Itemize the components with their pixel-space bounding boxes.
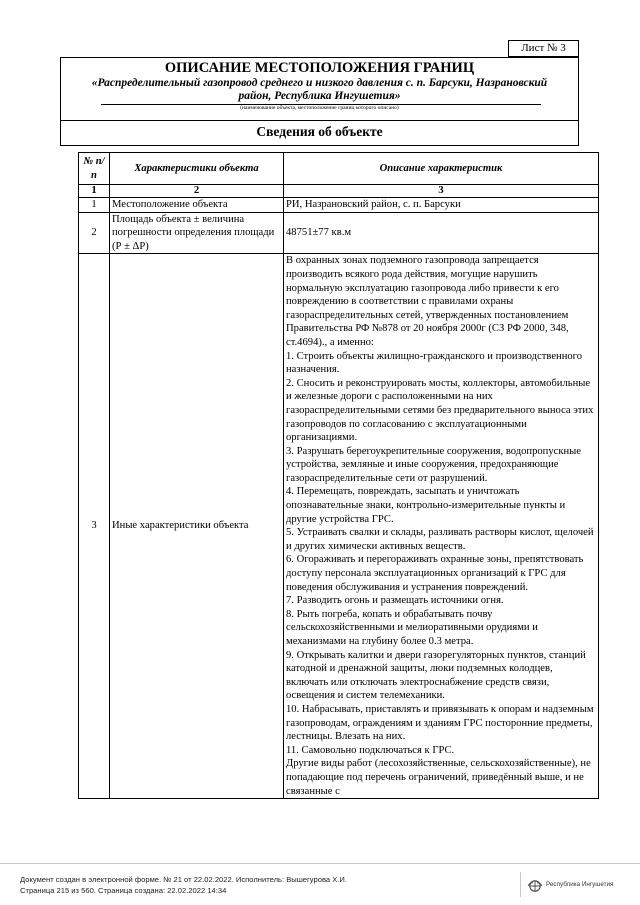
footer-document-line: Документ создан в электронной форме. № 21 от 22.02.2022. Исполнитель: Вышегурова Х.И. <box>20 875 347 884</box>
row-characteristic: Местоположение объекта <box>110 198 284 213</box>
restriction-item: 2. Сносить и реконструировать мосты, коллекторы, автомобильные и железные дороги с расположенными на них газораспределительными сетями без предварительного выноса этих газопроводов по согласованию с эксплуатационными организациями. <box>286 377 594 444</box>
table-row <box>79 254 599 799</box>
footer-page-line: Страница 215 из 560. Страница создана: 22.02.2022 14:34 <box>20 886 227 895</box>
row-number: 3 <box>79 254 110 799</box>
restriction-item: 5. Устраивать свалки и склады, разливать растворы кислот, щелочей и других химически активных веществ. <box>286 527 594 552</box>
column-index: 1 <box>79 185 110 198</box>
section-title: Сведения об объекте <box>256 124 383 139</box>
footer-separator <box>520 872 521 897</box>
column-index: 3 <box>284 185 599 198</box>
object-name-line-1: «Распределительный газопровод среднего и низкого давления с. п. Барсуки, Назрановский <box>91 77 548 89</box>
column-header-characteristic: Характеристики объекта <box>110 153 284 185</box>
row-description: 48751±77 кв.м <box>284 212 599 254</box>
footer-divider <box>0 863 640 864</box>
table-row <box>79 212 599 254</box>
restriction-item: 4. Перемещать, повреждать, засыпать и уничтожать опознавательные знаки, контрольно-измерительные пункты и другие устройства ГРС. <box>286 486 566 525</box>
document-header <box>60 57 579 146</box>
row-description-restrictions <box>284 254 599 799</box>
object-name <box>81 77 558 103</box>
restriction-item: 10. Набрасывать, приставлять и привязывать к опорам и надземным <box>286 703 594 715</box>
sheet-number: Лист № 3 <box>508 40 579 57</box>
column-index-row <box>79 185 599 198</box>
row-number: 1 <box>79 198 110 213</box>
object-name-caption: (наименование объекта, местоположение границ которого описано) <box>240 105 399 111</box>
footer-brand: Республика Ингушетия <box>546 881 614 888</box>
column-header-number: № п/п <box>79 153 110 185</box>
footer-info <box>20 874 347 896</box>
object-name-line-2: район, Республика Ингушетия» <box>238 90 401 102</box>
column-index: 2 <box>110 185 284 198</box>
document-title: ОПИСАНИЕ МЕСТОПОЛОЖЕНИЯ ГРАНИЦ <box>164 60 475 76</box>
column-header-description: Описание характеристик <box>284 153 599 185</box>
row-description: РИ, Назрановский район, с. п. Барсуки <box>284 198 599 213</box>
emblem-icon <box>527 879 543 893</box>
restriction-item: Другие виды работ (лесохозяйственные, сельскохозяйственные), не попадающие под перечень ограничений, приведённый выше, и не связанные с <box>286 758 591 797</box>
restriction-item: В охранных зонах подземного газопровода запрещается производить всякого рода действия, могущие нарушить нормальную эксплуатацию газопровода либо привести к его повреждению в соответствии с правилами охраны газораспределительных сетей, утвержденных постановлением Правительства РФ №878 от 20 ноября 2000г (СЗ РФ 2000, 348, ст.4694)., а именно: <box>286 255 569 348</box>
restriction-item: 8. Рыть погреба, копать и обрабатывать почву сельскохозяйственными и мелиоративными орудиями и механизмами на глубину более 0.3 метра. <box>286 608 538 647</box>
restriction-item: 1. Строить объекты жилищно-гражданского и производственного назначения. <box>286 350 583 376</box>
restriction-item: 11. Самовольно подключаться к ГРС. <box>286 744 455 756</box>
restriction-item: 3. Разрушать берегоукрепительные сооружения, водопропускные устройства, земляные и иные сооружения, предохраняющие газораспределительные сети от разрушений. <box>286 445 581 484</box>
restriction-item: газопроводам, ограждениям и зданиям ГРС посторонние предметы, лестницы. Влезать на них. <box>286 717 593 743</box>
row-characteristic: Площадь объекта ± величина погрешности определения площади (Р ± ΔР) <box>110 212 284 254</box>
restriction-item: 6. Огораживать и перегораживать охранные зоны, препятствовать доступу персонала эксплуатационных организаций к ГРС для поведения обслуживания и устранения повреждений. <box>286 554 584 593</box>
row-number: 2 <box>79 212 110 254</box>
restriction-item: 7. Разводить огонь и размещать источники огня. <box>286 595 504 607</box>
object-info-table <box>78 152 599 799</box>
table-header-row <box>79 153 599 185</box>
restriction-item: 9. Открывать калитки и двери газорегуляторных пунктов, станций катодной и дренажной защиты, люки подземных колодцев, включать или отключать электроснабжение средств связи, освещения и систем телемеханики. <box>286 649 586 702</box>
table-row <box>79 198 599 213</box>
row-characteristic: Иные характеристики объекта <box>110 254 284 799</box>
